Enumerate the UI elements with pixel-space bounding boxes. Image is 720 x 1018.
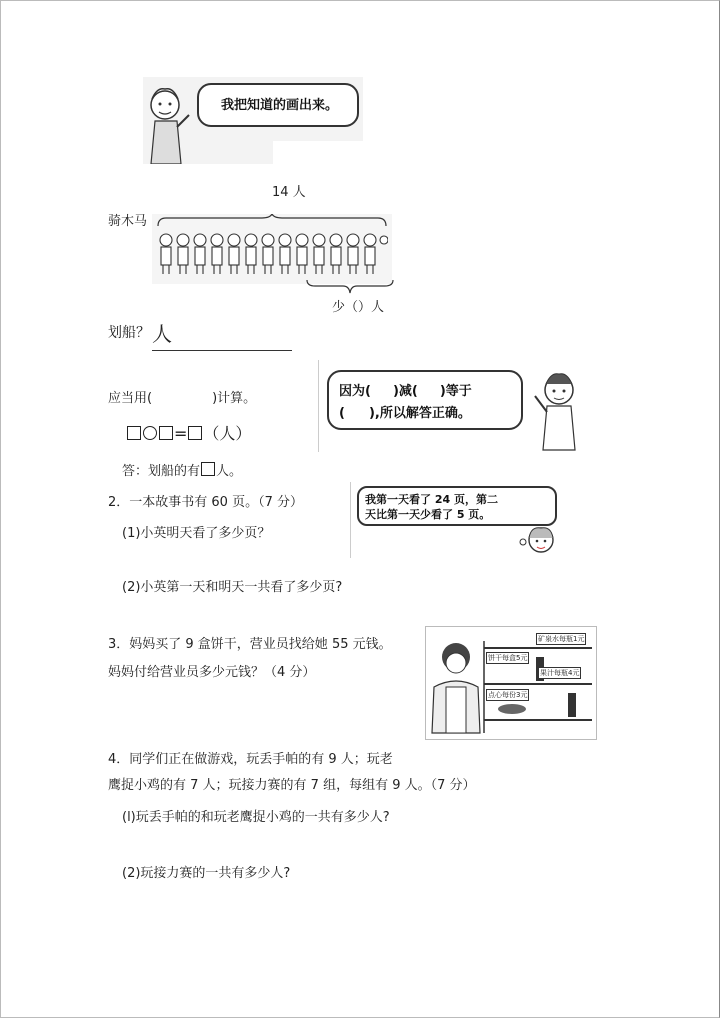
answer-line [122, 460, 242, 479]
equation-unit: （人） [203, 424, 252, 443]
children-figures-icon [158, 230, 388, 276]
boy-figure-icon [529, 364, 589, 454]
price-tag: 矿泉水每瓶1元 [538, 635, 585, 643]
q4-part1: (l)玩丢手帕的和玩老鹰捉小鸡的一共有多少人? [122, 810, 390, 825]
fewer-label: 少（）人 [332, 300, 385, 315]
q3-illustration [425, 626, 597, 740]
boat-person: 人 [152, 322, 172, 346]
method-suffix: )计算。 [212, 391, 257, 406]
price-tag: 果汁每瓶4元 [540, 669, 580, 677]
method-prefix: 应当用( [108, 391, 153, 406]
method-line [108, 387, 256, 406]
q2-part1: (1)小英明天看了多少页？ [122, 526, 271, 541]
bubble-text: 我把知道的画出来。 [221, 98, 339, 113]
equals-sign: = [174, 424, 188, 443]
equation-line [126, 421, 251, 444]
q3-line1: 3．妈妈买了 9 盒饼干，营业员找给她 55 元钱。 [108, 637, 392, 652]
check-bubble [327, 370, 523, 430]
teacher-illustration [143, 77, 363, 164]
teacher-figure-icon [143, 77, 193, 164]
q2-illustration [350, 482, 579, 558]
q2-part2: (2)小英第一天和明天一共看了多少页? [122, 580, 343, 595]
check-bubble-line1: 因为( )减( )等于 [339, 384, 472, 399]
equation-box[interactable] [159, 426, 173, 440]
lower-brace-icon [305, 280, 395, 294]
q2-bubble-line1: 我第一天看了 24 页，第二 [365, 493, 498, 506]
price-tag: 饼干每盒5元 [488, 654, 528, 662]
q2-title: 2．一本故事书有 60 页。（7 分） [108, 495, 303, 510]
answer-suffix: 人。 [216, 464, 243, 479]
answer-box[interactable] [201, 462, 215, 476]
count-label: 14 人 [272, 185, 306, 200]
q4-line2: 鹰捉小鸡的有 7 人；玩接力赛的有 7 组，每组有 9 人。（7 分） [108, 778, 476, 793]
children-row [158, 230, 388, 276]
check-illustration [318, 360, 593, 452]
q4-line1: 4．同学们正在做游戏，玩丢手帕的有 9 人；玩老 [108, 752, 393, 767]
boat-label: 划船？ [108, 325, 150, 341]
equation-box[interactable] [127, 426, 141, 440]
horse-label: 骑木马 [108, 214, 148, 229]
check-bubble-line2: ( ),所以解答正确。 [339, 406, 471, 421]
q3-line2: 妈妈付给营业员多少元钱？（4 分） [108, 665, 316, 680]
answer-prefix: 答：划船的有 [122, 464, 201, 479]
operator-circle[interactable] [143, 426, 157, 440]
result-box[interactable] [188, 426, 202, 440]
q4-part2: (2)玩接力赛的一共有多少人? [122, 866, 291, 881]
boat-underline [152, 350, 292, 351]
q2-bubble-line2: 天比第一天少看了 5 页。 [365, 508, 491, 521]
board-bottom [273, 141, 363, 164]
girl-figure-icon [515, 524, 565, 558]
price-tag: 点心每份3元 [488, 691, 528, 699]
